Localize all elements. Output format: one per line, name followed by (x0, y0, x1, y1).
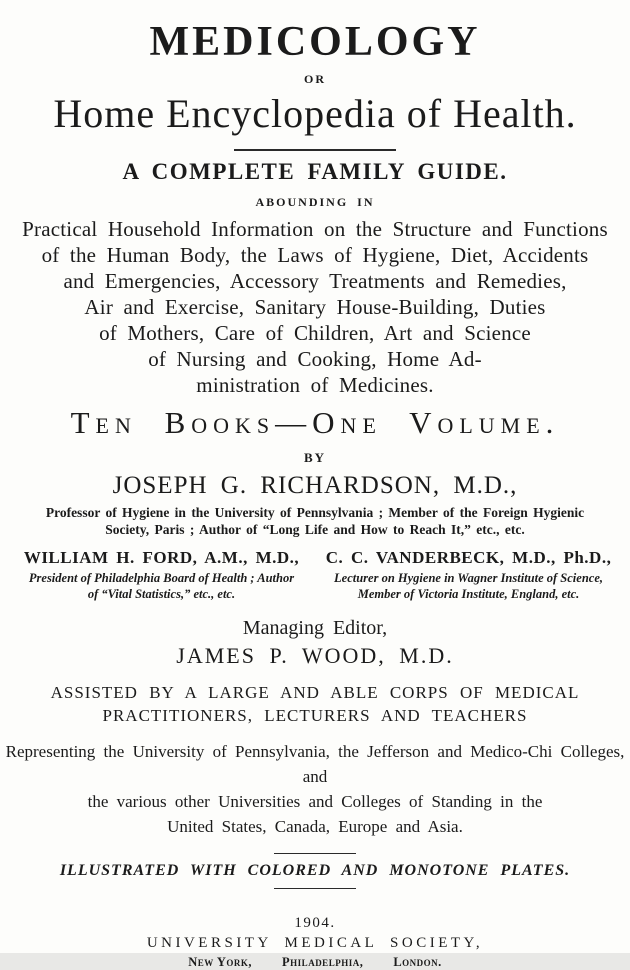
coauthor-credit (321, 570, 616, 602)
managing-editor-name: JAMES P. WOOD, M.D. (176, 643, 454, 668)
by-label: BY (303, 450, 327, 465)
assisted-by-statement (0, 681, 630, 727)
illustrated-statement: ILLUSTRATED WITH COLORED AND MONOTONE PLATES. (59, 862, 571, 879)
imprint-block (0, 915, 630, 970)
representing-line: United States, Canada, Europe and Asia. (167, 817, 463, 836)
managing-editor-label: Managing Editor, (242, 617, 388, 639)
coauthor-credit-line: President of Philadelphia Board of Health ; Author (28, 571, 295, 585)
coauthor-credit-line: Lecturer on Hygiene in Wagner Institute of Science, (334, 571, 603, 585)
primary-author-name: JOSEPH G. RICHARDSON, M.D., (112, 472, 518, 499)
coauthor-name: WILLIAM H. FORD, A.M., M.D., (23, 548, 300, 567)
primary-author-credit-line: Society, Paris ; Author of “Long Life and How to Reach It,” etc., etc. (105, 522, 525, 537)
coauthor-credit-line: of “Vital Statistics,” etc., etc. (87, 587, 236, 601)
title-or-label: OR (304, 72, 326, 86)
description-paragraph (0, 216, 630, 398)
divider-below-illustrated (274, 888, 356, 889)
book-title: MEDICOLOGY (149, 19, 481, 65)
assisted-line: PRACTITIONERS, LECTURERS AND TEACHERS (102, 706, 528, 725)
coauthor-ford (14, 548, 309, 602)
book-subtitle: Home Encyclopedia of Health. (53, 91, 577, 136)
primary-author-credit-line: Professor of Hygiene in the University of Pennsylvania ; Member of the Foreign Hygienic (45, 505, 585, 520)
representing-line: Representing the University of Pennsylvania, the Jefferson and Medico-Chi Colleges, and (5, 742, 625, 786)
tagline: A COMPLETE FAMILY GUIDE. (122, 159, 508, 184)
publisher-city: New York, (188, 955, 253, 969)
coauthor-vanderbeck (321, 548, 616, 602)
divider-above-illustrated (274, 853, 356, 854)
assisted-line: ASSISTED BY A LARGE AND ABLE CORPS OF MEDICAL (50, 683, 580, 702)
description-line: Air and Exercise, Sanitary House-Building, Duties (84, 295, 546, 319)
coauthor-credit (14, 570, 309, 602)
description-line: Practical Household Information on the Structure and Functions (22, 217, 608, 241)
description-line: of Mothers, Care of Children, Art and Science (99, 321, 531, 345)
publisher-name: UNIVERSITY MEDICAL SOCIETY, (146, 935, 484, 951)
coauthor-name: C. C. VANDERBECK, M.D., Ph.D., (325, 548, 612, 567)
description-line: and Emergencies, Accessory Treatments and Remedies, (63, 269, 567, 293)
publisher-city: Philadelphia, (282, 955, 364, 969)
primary-author-credit (0, 504, 630, 538)
edition-line: Ten Books—One Volume. (70, 405, 560, 440)
publisher-cities (0, 955, 630, 970)
coauthors-row (0, 548, 630, 602)
description-line: of Nursing and Cooking, Home Ad- (148, 347, 482, 371)
representing-line: the various other Universities and Colleges of Standing in the (87, 792, 543, 811)
publisher-city: London. (393, 955, 442, 969)
coauthor-credit-line: Member of Victoria Institute, England, etc. (357, 587, 580, 601)
description-line: ministration of Medicines. (196, 373, 434, 397)
description-line: of the Human Body, the Laws of Hygiene, Diet, Accidents (41, 243, 589, 267)
abounding-label: ABOUNDING IN (255, 195, 375, 209)
representing-statement (0, 739, 630, 839)
divider-under-subtitle (234, 149, 396, 151)
publication-year: 1904. (294, 915, 336, 931)
